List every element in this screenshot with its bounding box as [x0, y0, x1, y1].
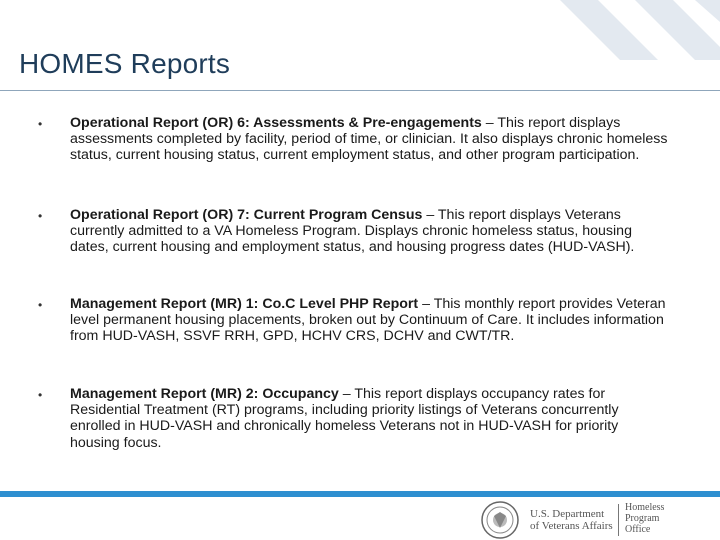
bullet-description: – This report displays occupancy rates for Residential Treatment (RT) programs, including priority listings of Veterans concurrently enrolled in HUD-VASH and chronically homeless Veterans not in HUD-VASH for priority housing focus. — [70, 386, 619, 451]
office-line-2: Program — [625, 513, 660, 524]
bullet-text — [70, 296, 670, 345]
bullet-marker: • — [38, 298, 43, 312]
bullet-description: – This report displays Veterans currently admitted to a VA Homeless Program. Displays chronic homeless status, housing dates, current housing and employment status, and housing progress dates (HUD-VASH). — [70, 207, 635, 256]
footer-bar — [0, 491, 720, 497]
decorative-stripes — [530, 0, 720, 60]
bullet-bold-title: Management Report (MR) 2: Occupancy — [70, 386, 339, 402]
logo-divider — [618, 504, 619, 536]
department-line-1: U.S. Department — [530, 508, 605, 520]
slide-title: HOMES Reports — [19, 48, 231, 79]
bullet-marker: • — [38, 388, 43, 402]
bullet-bold-title: Management Report (MR) 1: Co.C Level PHP Report — [70, 296, 419, 312]
bullet-text — [70, 115, 670, 164]
bullet-text — [70, 207, 670, 256]
office-line-1: Homeless — [625, 502, 665, 513]
office-name — [625, 502, 664, 535]
bullet-marker: • — [38, 117, 43, 131]
va-logo — [480, 500, 715, 540]
title-divider — [0, 90, 720, 91]
va-seal-icon — [480, 500, 520, 540]
bullet-bold-title: Operational Report (OR) 7: Current Program Census — [70, 207, 423, 223]
bullet-description: – This monthly report provides Veteran level permanent housing placements, broken out by Continuum of Care. It includes information from HUD-VASH, SSVF RRH, GPD, HCHV CRS, DCHV and CWT/TR. — [70, 296, 666, 345]
department-name — [530, 508, 613, 532]
bullet-text — [70, 386, 670, 451]
bullet-marker: • — [38, 209, 43, 223]
bullet-description: – This report displays assessments completed by facility, period of time, or clinician. It also displays chronic homeless status, current housing status, current employment status, and other program participation. — [70, 115, 668, 164]
office-line-3: Office — [625, 524, 651, 535]
bullet-bold-title: Operational Report (OR) 6: Assessments & Pre-engagements — [70, 115, 482, 131]
department-line-2: of Veterans Affairs — [530, 520, 613, 532]
